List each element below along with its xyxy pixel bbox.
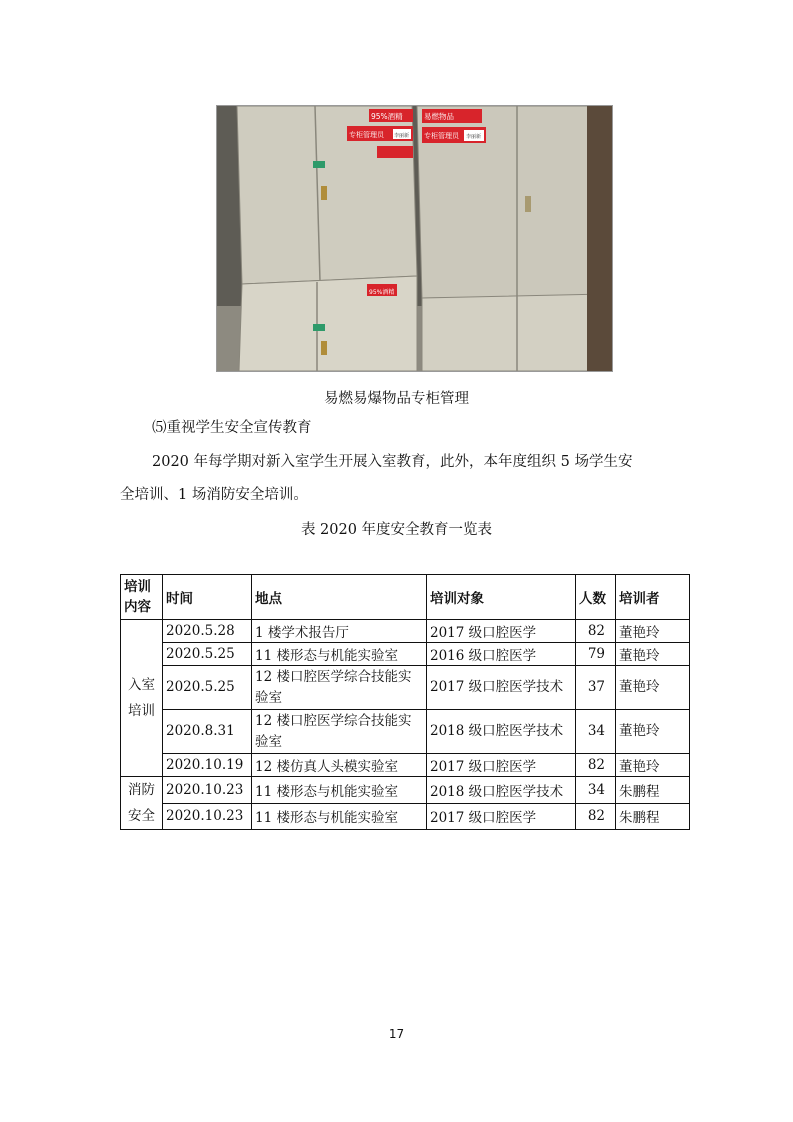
table-row <box>121 666 690 710</box>
trainer-cell: 董艳玲 <box>616 643 690 666</box>
figure-caption: 易燃易爆物品专柜管理 <box>324 391 469 407</box>
header-trainer: 培训者 <box>616 575 690 620</box>
target-cell: 2017 级口腔医学 <box>427 803 576 830</box>
header-content: 培训内容 <box>121 575 163 620</box>
target-cell: 2016 级口腔医学 <box>427 643 576 666</box>
count-cell: 34 <box>576 777 616 804</box>
table-row <box>121 620 690 643</box>
target-cell: 2017 级口腔医学技术 <box>427 666 576 710</box>
safety-education-table <box>120 574 690 830</box>
place-cell: 12 楼仿真人头模实验室 <box>252 754 427 777</box>
category-cell: 入室培训 <box>121 620 163 777</box>
target-cell: 2018 级口腔医学技术 <box>427 777 576 804</box>
table-header-row <box>121 575 690 620</box>
trainer-cell: 朱鹏程 <box>616 803 690 830</box>
count-cell: 82 <box>576 754 616 777</box>
time-cell: 2020.5.25 <box>163 666 252 710</box>
header-count: 人数 <box>576 575 616 620</box>
count-cell: 82 <box>576 803 616 830</box>
time-cell: 2020.8.31 <box>163 710 252 754</box>
time-cell: 2020.10.23 <box>163 803 252 830</box>
sign-manager-name-left: 李丽新 <box>394 133 410 139</box>
time-cell: 2020.10.23 <box>163 777 252 804</box>
header-target: 培训对象 <box>427 575 576 620</box>
page-number: 17 <box>388 1027 405 1041</box>
place-cell: 1 楼学术报告厅 <box>252 620 427 643</box>
count-cell: 79 <box>576 643 616 666</box>
sign-manager-name-right: 李丽新 <box>466 134 482 140</box>
section-heading: ⑸重视学生安全宣传教育 <box>152 420 312 436</box>
trainer-cell: 董艳玲 <box>616 620 690 643</box>
time-cell: 2020.10.19 <box>163 754 252 777</box>
table-row <box>121 803 690 830</box>
count-cell: 37 <box>576 666 616 710</box>
paragraph-line-2: 全培训、1 场消防安全培训。 <box>120 487 308 503</box>
table-row <box>121 754 690 777</box>
category-cell: 消防安全 <box>121 777 163 830</box>
place-cell: 11 楼形态与机能实验室 <box>252 803 427 830</box>
count-cell: 82 <box>576 620 616 643</box>
sign-alcohol-label: 95%酒精 <box>371 112 403 121</box>
trainer-cell: 董艳玲 <box>616 754 690 777</box>
paragraph-line-1: 2020 年每学期对新入室学生开展入室教育，此外，本年度组织 5 场学生安 <box>152 454 633 470</box>
place-cell: 11 楼形态与机能实验室 <box>252 643 427 666</box>
table-row <box>121 643 690 666</box>
count-cell: 34 <box>576 710 616 754</box>
table-row <box>121 777 690 804</box>
sign-manager-label-right: 专柜管理员 <box>424 132 459 140</box>
place-cell: 12 楼口腔医学综合技能实验室 <box>252 666 427 710</box>
time-cell: 2020.5.28 <box>163 620 252 643</box>
header-place: 地点 <box>252 575 427 620</box>
target-cell: 2018 级口腔医学技术 <box>427 710 576 754</box>
sign-flammable-label: 易燃物品 <box>424 112 454 121</box>
trainer-cell: 董艳玲 <box>616 710 690 754</box>
sign-alcohol-label-lower: 95%酒精 <box>369 289 395 296</box>
trainer-cell: 朱鹏程 <box>616 777 690 804</box>
time-cell: 2020.5.25 <box>163 643 252 666</box>
target-cell: 2017 级口腔医学 <box>427 620 576 643</box>
sign-manager-label-left: 专柜管理员 <box>349 131 384 139</box>
table-row <box>121 710 690 754</box>
cabinet-photo-drawing <box>217 106 612 371</box>
table-title: 表 2020 年度安全教育一览表 <box>300 522 493 538</box>
target-cell: 2017 级口腔医学 <box>427 754 576 777</box>
trainer-cell: 董艳玲 <box>616 666 690 710</box>
place-cell: 11 楼形态与机能实验室 <box>252 777 427 804</box>
cabinet-photo <box>216 105 613 372</box>
header-time: 时间 <box>163 575 252 620</box>
place-cell: 12 楼口腔医学综合技能实验室 <box>252 710 427 754</box>
